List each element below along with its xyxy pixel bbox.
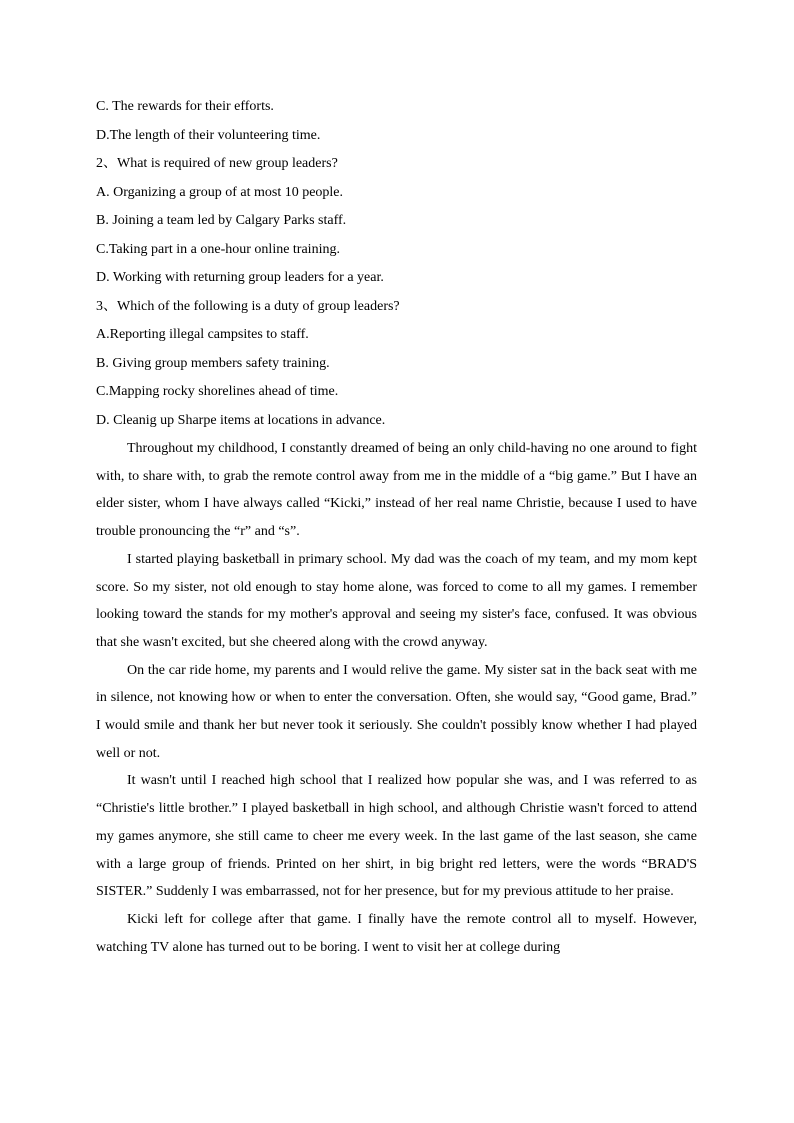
option-line: C.Taking part in a one-hour online training. <box>96 241 340 257</box>
passage-paragraph: On the car ride home, my parents and I would relive the game. My sister sat in the back seat with me in silence, not knowing how or when to enter the conversation. Often, she would say, “Good game, Brad.” I would smile and thank her but never took it seriously. She couldn't possibly know whether I had played well or not. <box>96 662 697 761</box>
question-line: 2、What is required of new group leaders? <box>96 156 338 171</box>
option-line: A.Reporting illegal campsites to staff. <box>96 327 309 342</box>
question-options <box>96 93 697 435</box>
option-line: D. Working with returning group leaders for a year. <box>96 270 384 285</box>
passage-paragraph: Throughout my childhood, I constantly dreamed of being an only child-having no one around to fight with, to share with, to grab the remote control away from me in the middle of a “big game.” But I have an elder sister, whom I have always called “Kicki,” instead of her real name Christie, because I used to have trouble pronouncing the “r” and “s”. <box>96 441 697 540</box>
passage-paragraph: I started playing basketball in primary school. My dad was the coach of my team, and my mom kept score. So my sister, not old enough to stay home alone, was forced to come to all my games. I remember looking toward the stands for my mother's approval and seeing my sister's face, confused. It was obvious that she wasn't excited, but she cheered along with the crowd anyway. <box>96 551 697 650</box>
option-line: C. The rewards for their efforts. <box>96 99 274 114</box>
option-line: B. Giving group members safety training. <box>96 355 330 371</box>
option-line: B. Joining a team led by Calgary Parks staff. <box>96 213 347 228</box>
passage <box>96 435 697 961</box>
passage-paragraph: Kicki left for college after that game. I finally have the remote control all to myself. However, watching TV alone has turned out to be boring. I went to visit her at college during <box>96 911 697 955</box>
option-line: C.Mapping rocky shorelines ahead of time. <box>96 384 339 399</box>
question-line: 3、Which of the following is a duty of group leaders? <box>96 298 400 314</box>
option-line: A. Organizing a group of at most 10 people. <box>96 184 344 200</box>
document-page <box>96 93 697 961</box>
option-line: D.The length of their volunteering time. <box>96 127 321 143</box>
option-line: D. Cleanig up Sharpe items at locations in advance. <box>96 412 386 428</box>
passage-paragraph: It wasn't until I reached high school that I realized how popular she was, and I was referred to as “Christie's little brother.” I played basketball in high school, and although Christie wasn't forced to attend my games anymore, she still came to cheer me every week. In the last game of the last season, she came with a large group of friends. Printed on her shirt, in big bright red letters, were the words “BRAD'S SISTER.” Suddenly I was embarrassed, not for her presence, but for my previous attitude to her praise. <box>96 773 697 900</box>
